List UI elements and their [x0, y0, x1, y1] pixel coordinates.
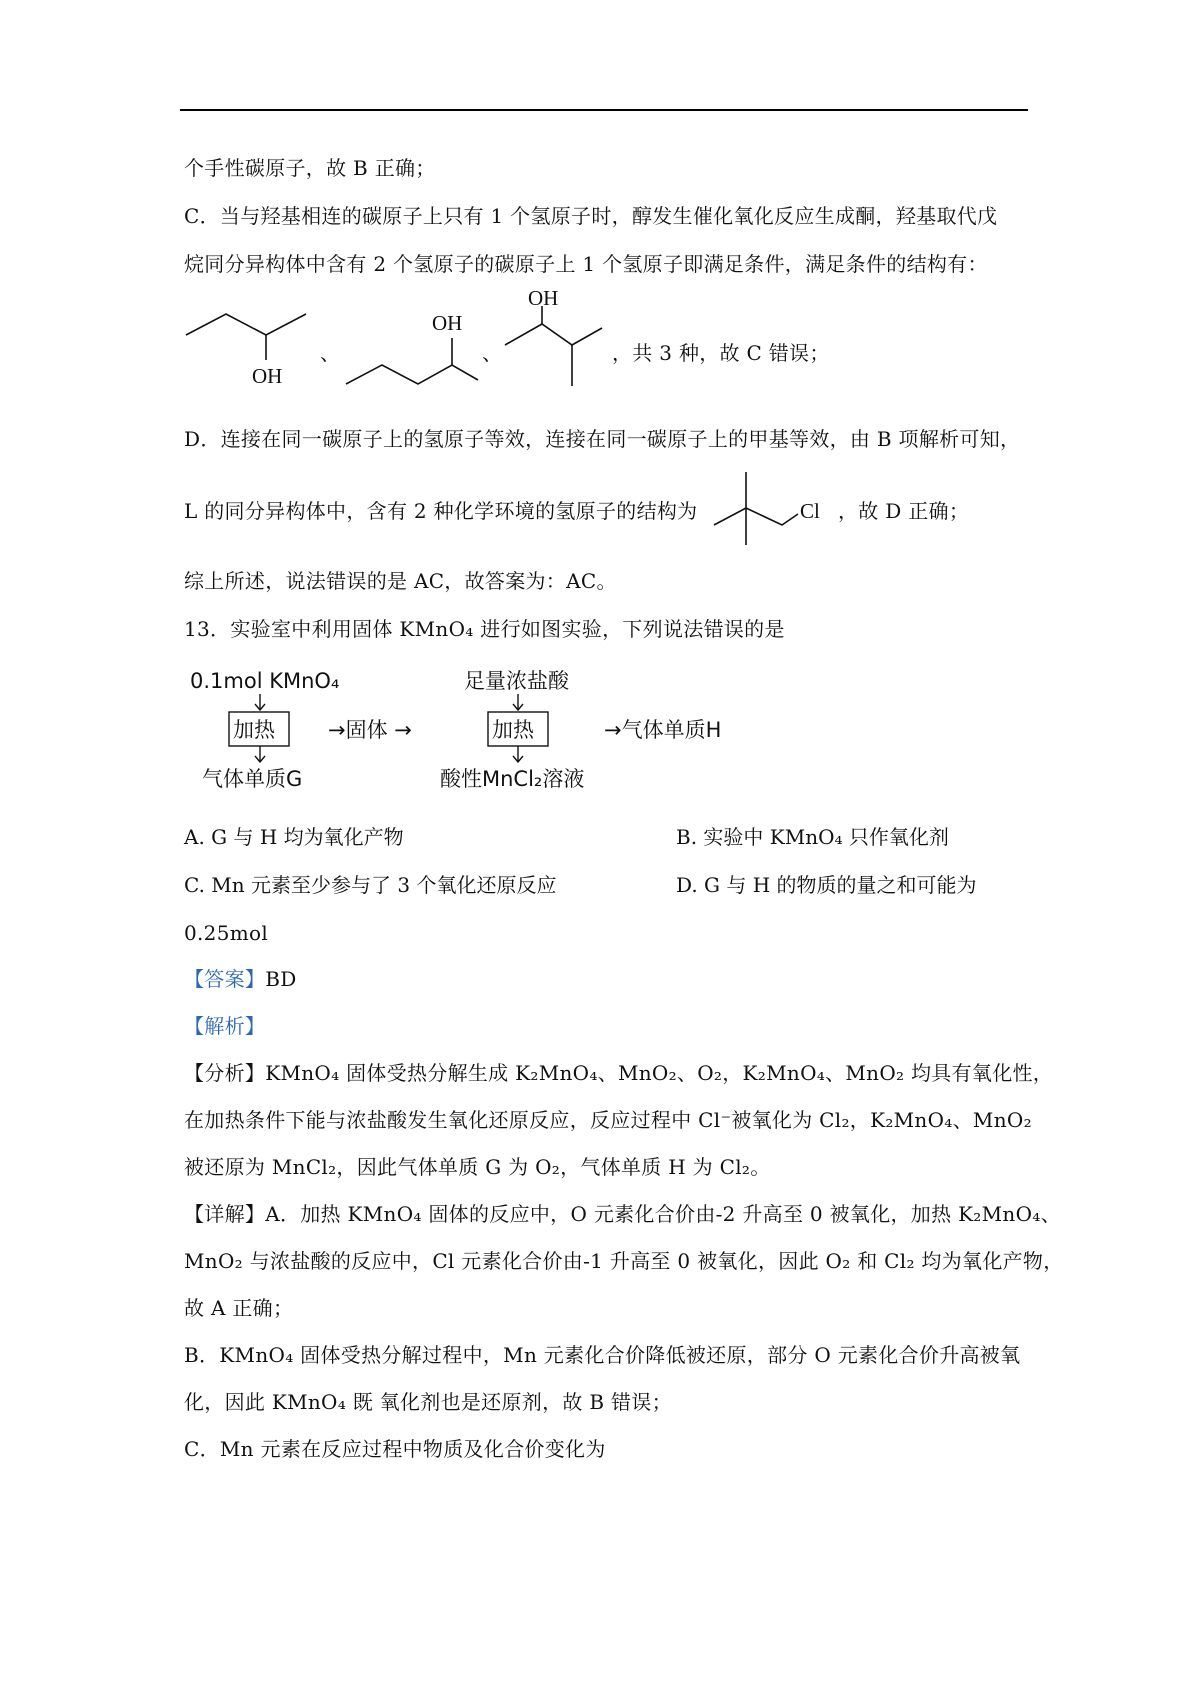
analysis-heading	[184, 1011, 265, 1041]
oh-label-2: OH	[432, 311, 463, 335]
text-line-3: 烷同分异构体中含有 2 个氢原子的碳原子上 1 个氢原子即满足条件，满足条件的结构有：	[184, 252, 988, 276]
flow-heat-label-2: 加热	[492, 718, 534, 742]
molecule-neopentyl-chloride	[712, 470, 852, 554]
flow-solid-arrow: →固体 →	[328, 718, 412, 742]
molecule-2-pentanol	[344, 310, 484, 394]
option-d-continued: 0.25mol	[184, 921, 269, 945]
cl-label: Cl	[800, 499, 820, 523]
analysis-line-1: 【分析】KMnO₄ 固体受热分解生成 K₂MnO₄、MnO₂、O₂，K₂MnO₄、MnO₂ 均具有氧化性，	[184, 1061, 1054, 1085]
flow-gas-g: 气体单质G	[202, 767, 303, 791]
text-line-1: 个手性碳原子，故 B 正确；	[184, 156, 436, 180]
analysis-line-2: 在加热条件下能与浓盐酸发生氧化还原反应，反应过程中 Cl⁻被氧化为 Cl₂，K₂MnO₄、MnO₂	[184, 1108, 1032, 1132]
text-line-2: C．当与羟基相连的碳原子上只有 1 个氢原子时，醇发生催化氧化反应生成酮，羟基取代戊	[184, 204, 998, 228]
oh-label-1: OH	[252, 364, 283, 388]
text-line-6-tail: ，故 D 正确；	[838, 499, 970, 523]
molecule-3-pentanol	[180, 305, 320, 399]
oh-label-3: OH	[528, 286, 559, 310]
flow-mncl2-solution: 酸性MnCl₂溶液	[440, 767, 585, 791]
option-b: B. 实验中 KMnO₄ 只作氧化剂	[676, 825, 949, 849]
analysis-line-8: 化，因此 KMnO₄ 既 氧化剂也是还原剂，故 B 错误；	[184, 1390, 672, 1414]
separator-2: 、	[482, 341, 503, 365]
header-rule	[180, 109, 1028, 111]
analysis-line-9: C．Mn 元素在反应过程中物质及化合价变化为	[184, 1437, 606, 1461]
text-line-5: D．连接在同一碳原子上的氢原子等效，连接在同一碳原子上的甲基等效，由 B 项解析可知，	[184, 427, 1021, 451]
molecule-3-methyl-2-butanol	[500, 286, 610, 410]
text-line-7: 综上所述，说法错误的是 AC，故答案为：AC。	[184, 569, 617, 593]
flow-gas-h: →气体单质H	[604, 718, 722, 742]
analysis-tag: 【解析】	[184, 1014, 266, 1038]
question-13-stem: 13．实验室中利用固体 KMnO₄ 进行如图实验，下列说法错误的是	[184, 617, 785, 641]
text-line-4-tail: ，共 3 种，故 C 错误；	[612, 341, 830, 365]
option-c: C. Mn 元素至少参与了 3 个氧化还原反应	[184, 873, 557, 897]
analysis-line-7: B．KMnO₄ 固体受热分解过程中，Mn 元素化合价降低被还原，部分 O 元素化合价升高被氧	[184, 1343, 1021, 1367]
text-line-6-head: L 的同分异构体中，含有 2 种化学环境的氢原子的结构为	[184, 499, 698, 523]
flow-reagent-hcl: 足量浓盐酸	[464, 669, 569, 693]
analysis-line-6: 故 A 正确；	[184, 1296, 294, 1320]
option-d: D. G 与 H 的物质的量之和可能为	[676, 873, 977, 897]
flow-heat-label-1: 加热	[233, 718, 275, 742]
analysis-line-4: 【详解】A．加热 KMnO₄ 固体的反应中，O 元素化合价由-2 升高至 0 被氧化，加热 K₂MnO₄、	[184, 1202, 1061, 1226]
experiment-flow-diagram	[180, 660, 780, 804]
answer-value: BD	[265, 967, 297, 991]
analysis-line-5: MnO₂ 与浓盐酸的反应中，Cl 元素化合价由-1 升高至 0 被氧化，因此 O₂ 和 Cl₂ 均为氧化产物，	[184, 1249, 1064, 1273]
flow-reagent-kmno4: 0.1mol KMnO₄	[190, 669, 340, 693]
option-a: A. G 与 H 均为氧化产物	[184, 825, 404, 849]
answer-line	[184, 964, 297, 994]
separator-1: 、	[320, 341, 341, 365]
answer-tag: 【答案】	[184, 967, 266, 991]
analysis-line-3: 被还原为 MnCl₂，因此气体单质 G 为 O₂，气体单质 H 为 Cl₂。	[184, 1155, 771, 1179]
